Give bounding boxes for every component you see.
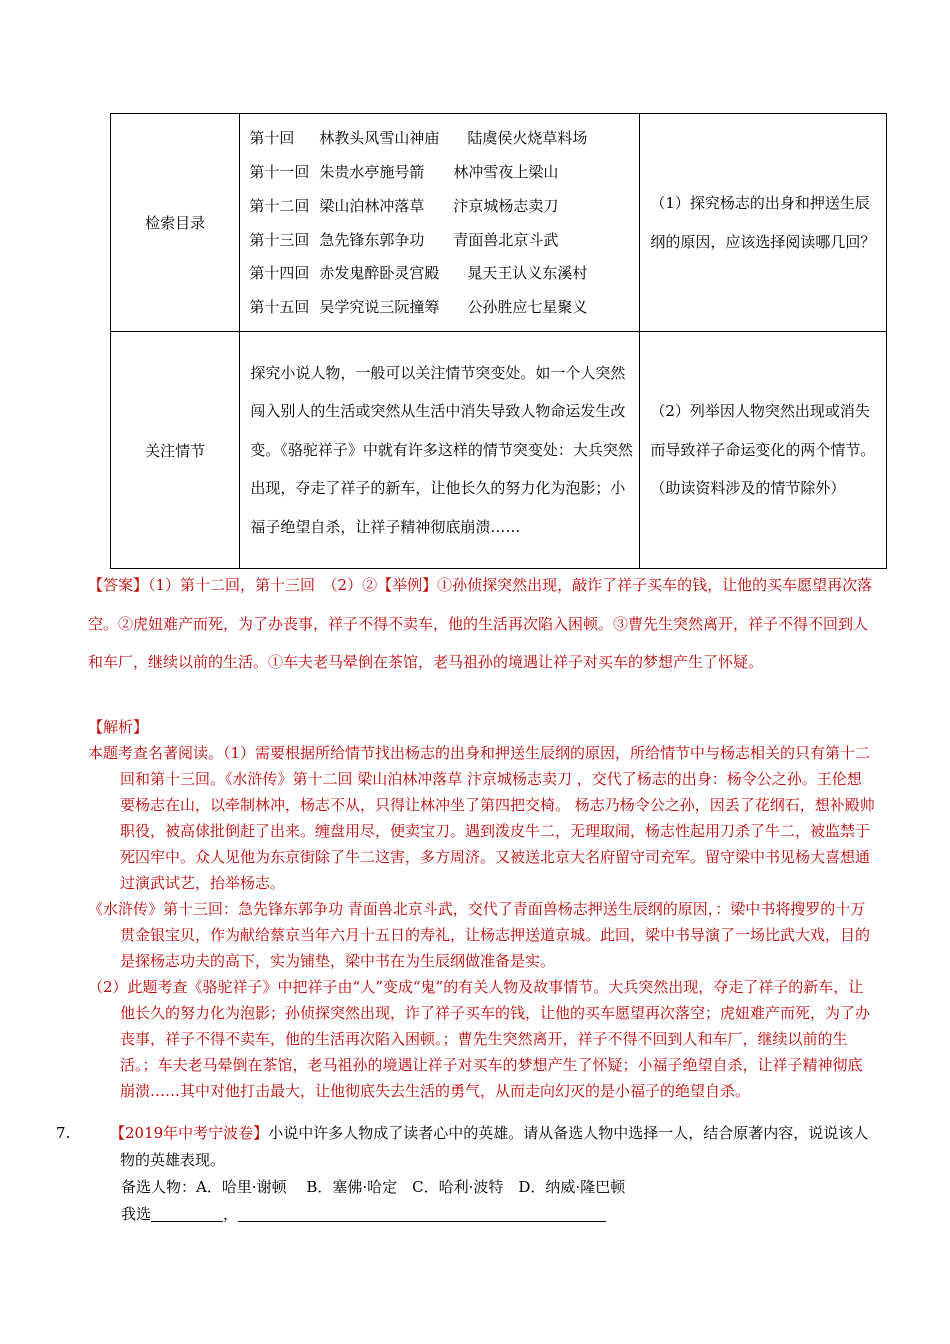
question-7 — [56, 1120, 878, 1228]
list-item — [249, 224, 639, 258]
chapter-title-b: 陆虞侯火烧草料场 — [467, 129, 588, 148]
question-cell-1 — [640, 114, 887, 332]
list-item — [249, 122, 639, 156]
question-number: 7. — [56, 1124, 71, 1142]
chapter-number: 第十五回 — [249, 298, 310, 317]
list-item — [249, 291, 639, 325]
analysis-tag: 【解析】 — [88, 718, 149, 736]
question-7-options: 备选人物：A．哈里·谢顿 B．塞佛·哈定 C．哈利·波特 D．纳威·隆巴顿 — [121, 1178, 626, 1196]
example-tag: 【举例】 — [377, 576, 438, 594]
directory-cell — [240, 114, 640, 332]
chapter-number: 第十回 — [249, 129, 295, 148]
chapter-title-b: 公孙胜应七星聚义 — [467, 298, 588, 317]
chapter-title-a: 梁山泊林冲落草 — [319, 196, 425, 215]
answer-text: ①孙侦探突然出现，敲诈了祥子买车的钱，让他的买车愿望再次落空。②虎妞难产而死，为了办丧事，祥子不得不卖车，他的生活再次陷入困顿。③曹先生突然离开，祥子不得不回到人和车厂，继续以前的生活。①车夫老马晕倒在茶馆，老马祖孙的境遇让祥子对买车的梦想产生了怀疑。 — [88, 576, 873, 671]
analysis-paragraph-3: （2）此题考查《骆驼祥子》中把祥子由“人”变成“鬼”的有关人物及故事情节。大兵突然出现，夺走了祥子的新车，让他长久的努力化为泡影；孙侦探突然出现，诈了祥子买车的钱，让他的买车愿望再次落空；虎妞难产而死，为了办丧事，祥子不得不卖车，他的生活再次陷入困顿。；曹先生突然离开，祥子不得不回到人和车厂，继续以前的生活。；车夫老马晕倒在茶馆，老马祖孙的境遇让祥子对买车的梦想产生了怀疑；小福子绝望自杀，让祥子精神彻底崩溃……其中对他打击最大，让他彻底失去生活的勇气，从而走向幻灭的是小福子的绝望自杀。 — [88, 978, 871, 1100]
question-1-text: （1）探究杨志的出身和押送生辰纲的原因，应该选择阅读哪几回？ — [650, 194, 876, 251]
chapter-title-a: 赤发鬼醉卧灵宫殿 — [319, 264, 440, 283]
chapter-number: 第十一回 — [249, 162, 310, 181]
chapter-title-b: 林冲雪夜上梁山 — [453, 162, 559, 181]
question-7-stem — [56, 1120, 878, 1174]
analysis-block — [88, 740, 876, 1104]
plot-text: 探究小说人物，一般可以关注情节突变处。如一个人突然闯入别人的生活或突然从生活中消失导致人物命运发生改变。《骆驼祥子》中就有许多这样的情节突变处：大兵突然出现，夺走了祥子的新车，让他长久的努力化为泡影；小福子绝望自杀，让祥子精神彻底崩溃…… — [250, 363, 633, 536]
table-row — [111, 332, 887, 569]
answer-tag: 【答案】 — [88, 576, 149, 594]
directory-list — [240, 114, 639, 331]
choice-blank[interactable] — [151, 1205, 223, 1222]
reading-table — [110, 113, 887, 569]
analysis-paragraph-2: 《水浒传》第十三回：急先锋东郭争功 青面兽北京斗武，交代了青面兽杨志押送生辰纲的原因，：梁中书将搜罗的十万贯金银宝贝，作为献给蔡京当年六月十五日的寿礼，让杨志押送道京城。此回，梁中书导演了一场比武大戏，目的是探杨志功夫的高下，实为铺垫，梁中书在为生辰纲做准备是实。 — [88, 900, 871, 970]
question-stem: 小说中许多人物成了读者心中的英雄。请从备选人物中选择一人，结合原著内容，说说该人物的英雄表现。 — [120, 1124, 869, 1169]
choose-label: 我选 — [121, 1205, 152, 1223]
chapter-title-b: 晁天王认义东溪村 — [467, 264, 588, 283]
chapter-title-b: 青面兽北京斗武 — [453, 230, 559, 249]
chapter-title-a: 急先锋东郭争功 — [319, 230, 425, 249]
comma: ， — [223, 1205, 239, 1223]
analysis-paragraph-1: 本题考查名著阅读。（1）需要根据所给情节找出杨志的出身和押送生辰纲的原因，所给情节中与杨志相关的只有第十二回和第十三回。《水浒传》第十二回 梁山泊林冲落草 汴京城杨志卖刀 ，交代了杨志的出身：杨令公之孙。王伦想要杨志在山，以牵制林冲，杨志不从，只得让林冲坐了第四把交椅。 杨志乃杨令公之孙，因丢了花纲石，想补殿帅职役，被高俅批倒赶了出来。缠盘用尽，便卖宝刀。遇到泼皮牛二，无理取闹，杨志性起用刀杀了牛二，被监禁于死囚牢中。众人见他为东京街除了牛二这害，多方周济。又被送北京大名府留守司充军。留守梁中书见杨大喜想通过演武试艺，抬举杨志。 — [88, 744, 875, 892]
question-source: 【2019年中考宁波卷】 — [110, 1124, 269, 1142]
row-label-plot: 关注情节 — [111, 332, 240, 569]
chapter-title-a: 朱贵水亭施号箭 — [319, 162, 425, 181]
question-cell-2 — [640, 332, 887, 569]
answer-line — [88, 1201, 878, 1228]
chapter-title-a: 林教头风雪山神庙 — [319, 129, 440, 148]
list-item — [249, 156, 639, 190]
question-2-text: （2）列举因人物突然出现或消失而导致祥子命运变化的两个情节。（助读资料涉及的情节除外） — [650, 402, 876, 498]
answer-block — [88, 566, 873, 682]
plot-cell — [240, 332, 640, 569]
answer-blank[interactable] — [238, 1205, 606, 1222]
table-row — [111, 114, 887, 332]
chapter-number: 第十四回 — [249, 264, 310, 283]
chapter-title-a: 吴学究说三阮撞筹 — [319, 298, 440, 317]
chapter-title-b: 汴京城杨志卖刀 — [453, 196, 559, 215]
answer-part1: （1）第十二回，第十三回 （2）② — [148, 576, 378, 594]
chapter-number: 第十二回 — [249, 196, 310, 215]
chapter-number: 第十三回 — [249, 230, 310, 249]
list-item — [249, 190, 639, 224]
row-label-directory: 检索目录 — [111, 114, 240, 332]
list-item — [249, 257, 639, 291]
